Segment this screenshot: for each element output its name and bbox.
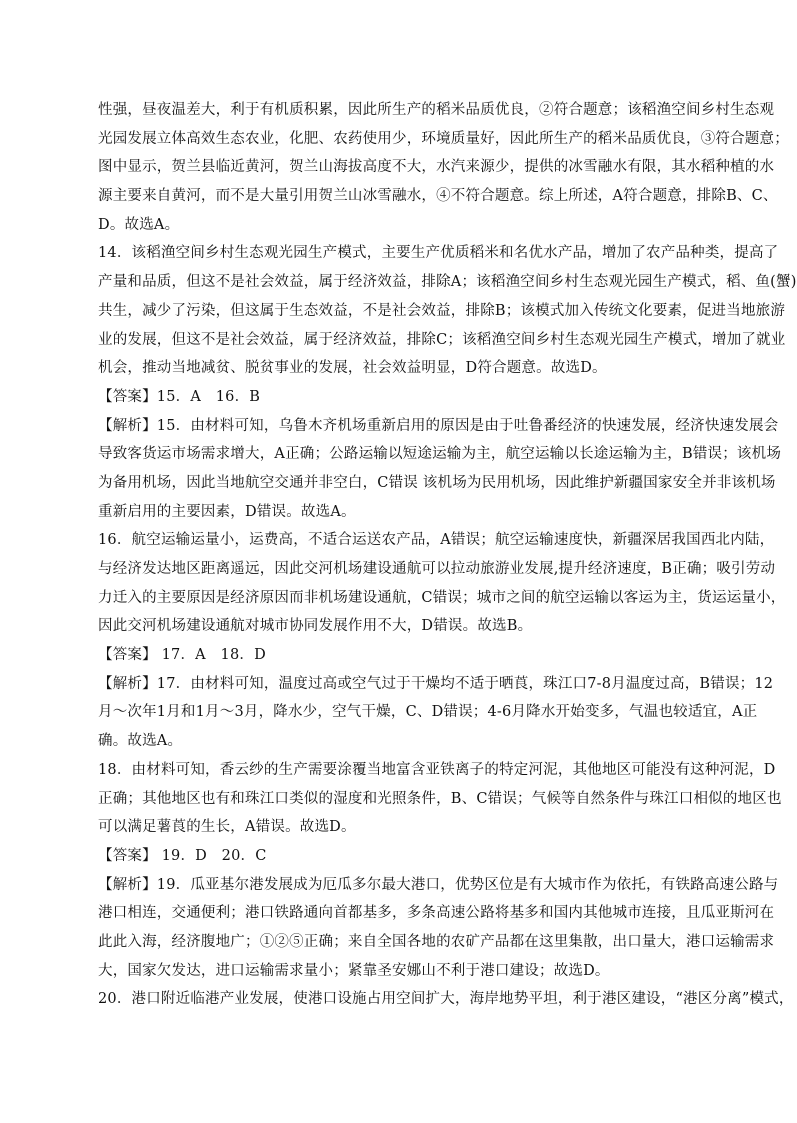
text-line: 导致客货运市场需求增大，A正确；公路运输以短途运输为主，航空运输以长途运输为主，B错误；该机场: [98, 446, 782, 463]
text-line: 产量和品质，但这不是社会效益，属于经济效益，排除A；该稻渔空间乡村生态观光园生产模式，稻、鱼(蟹): [98, 274, 797, 291]
text-line: 光园发展立体高效生态农业，化肥、农药使用少，环境质量好，因此所生产的稻米品质优良，③符合题意；: [98, 130, 789, 147]
text-line: 机会，推动当地减贫、脱贫事业的发展，社会效益明显，D符合题意。故选D。: [98, 360, 607, 377]
text-line: 共生，减少了污染，但这属于生态效益，不是社会效益，排除B；该模式加入传统文化要素，促进当地旅游: [98, 302, 786, 319]
text-line: 与经济发达地区距离遥远，因此交河机场建设通航可以拉动旅游业发展,提升经济速度，B正确；吸引劳动: [98, 561, 776, 577]
text-line: 确。故选A。: [98, 733, 183, 750]
text-line: 性强，昼夜温差大，利于有机质积累，因此所生产的稻米品质优良，②符合题意；该稻渔空间乡村生态观: [98, 102, 775, 118]
text-line: 此此入海，经济腹地广；①②⑤正确；来自全国各地的农矿产品都在这里集散，出口量大，港口运输需求: [98, 933, 775, 950]
text-line: 图中显示，贺兰县临近黄河，贺兰山海拔高度不大，水汽来源少，提供的冰雪融水有限，其水稻种植的水: [98, 159, 775, 176]
text-line: D。故选A。: [98, 216, 180, 233]
text-line: 业的发展，但这不是社会效益，属于经济效益，排除C；该稻渔空间乡村生态观光园生产模式，增加了就业: [98, 331, 786, 348]
answer-line: 【答案】 19．D 20．C: [98, 847, 267, 864]
text-line: 18．由材料可知，香云纱的生产需要涂覆当地富含亚铁离子的特定河泥，其他地区可能没有这种河泥，D: [98, 761, 776, 778]
text-line: 正确；其他地区也有和珠江口类似的湿度和光照条件，B、C错误；气候等自然条件与珠江口相似的地区也: [98, 790, 782, 807]
text-line: 源主要来自黄河，而不是大量引用贺兰山冰雪融水，④不符合题意。综上所述，A符合题意，排除B、C、: [98, 188, 778, 205]
analysis-line: 【解析】17．由材料可知，温度过高或空气过于干燥均不适于晒莨，珠江口7-8月温度过高，B错误；12: [98, 675, 774, 692]
document-body: [98, 96, 797, 1014]
text-line: 港口相连，交通便利；港口铁路通向首都基多，多条高速公路将基多和国内其他城市连接，且瓜亚斯河在: [98, 905, 775, 922]
text-line: 可以满足薯莨的生长，A错误。故选D。: [98, 819, 356, 836]
text-line: 20．港口附近临港产业发展，使港口设施占用空间扩大，海岸地势平坦，利于港区建设，“港区分离”模式，: [98, 991, 794, 1008]
text-line: 大，国家欠发达，进口运输需求量小；紧靠圣安娜山不利于港口建设；故选D。: [98, 962, 610, 979]
analysis-line: 【解析】15．由材料可知，乌鲁木齐机场重新启用的原因是由于吐鲁番经济的快速发展，经济快速发展会: [98, 417, 779, 434]
analysis-line: 【解析】19．瓜亚基尔港发展成为厄瓜多尔最大港口，优势区位是有大城市作为依托，有铁路高速公路与: [98, 876, 779, 893]
text-line: 月～次年1月和1月～3月，降水少，空气干燥，C、D错误；4-6月降水开始变多，气温也较适宜，A正: [98, 704, 758, 721]
answer-line: 【答案】15．A 16．B: [98, 388, 261, 405]
text-line: 14．该稻渔空间乡村生态观光园生产模式，主要生产优质稻米和名优水产品，增加了农产品种类，提高了: [98, 245, 779, 262]
answer-line: 【答案】 17．A 18．D: [98, 647, 266, 664]
text-line: 为备用机场，因此当地航空交通并非空白，C错误 该机场为民用机场，因此维护新疆国家安全并非该机场: [98, 474, 776, 491]
text-line: 因此交河机场建设通航对城市协同发展作用不大，D错误。故选B。: [98, 618, 533, 635]
text-line: 力迁入的主要原因是经济原因而非机场建设通航，C错误；城市之间的航空运输以客运为主，货运运量小，: [98, 589, 786, 606]
text-line: 16．航空运输运量小，运费高，不适合运送农产品，A错误；航空运输速度快，新疆深居我国西北内陆，: [98, 532, 775, 549]
text-line: 重新启用的主要因素，D错误。故选A。: [98, 503, 356, 520]
